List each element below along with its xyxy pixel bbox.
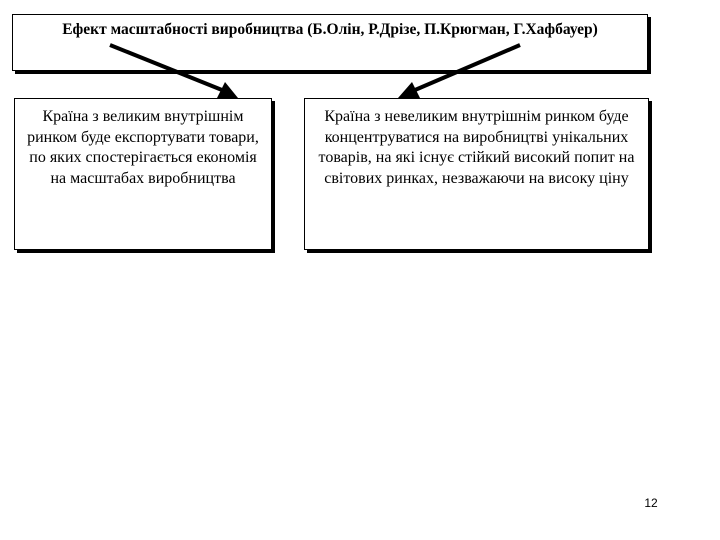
diagram-title-box — [12, 14, 648, 71]
page-number: 12 — [644, 496, 658, 510]
diagram-title-text: Ефект масштабності виробництва (Б.Олін, Р.Дрізе, П.Крюгман, Г.Хафбауер) — [62, 21, 598, 38]
large-market-country-box — [14, 98, 272, 250]
small-market-country-box — [304, 98, 649, 250]
large-market-country-text: Країна з великим внутрішнім ринком буде експортувати товари, по яких спостерігається економія на масштабах виробництва — [27, 108, 259, 187]
small-market-country-text: Країна з невеликим внутрішнім ринком буде концентруватися на виробництві унікальних товарів, на які існує стійкий високий попит на світових ринках, незважаючи на високу ціну — [318, 108, 635, 187]
arrow-right-head — [398, 82, 420, 98]
arrow-left-head — [217, 82, 238, 98]
